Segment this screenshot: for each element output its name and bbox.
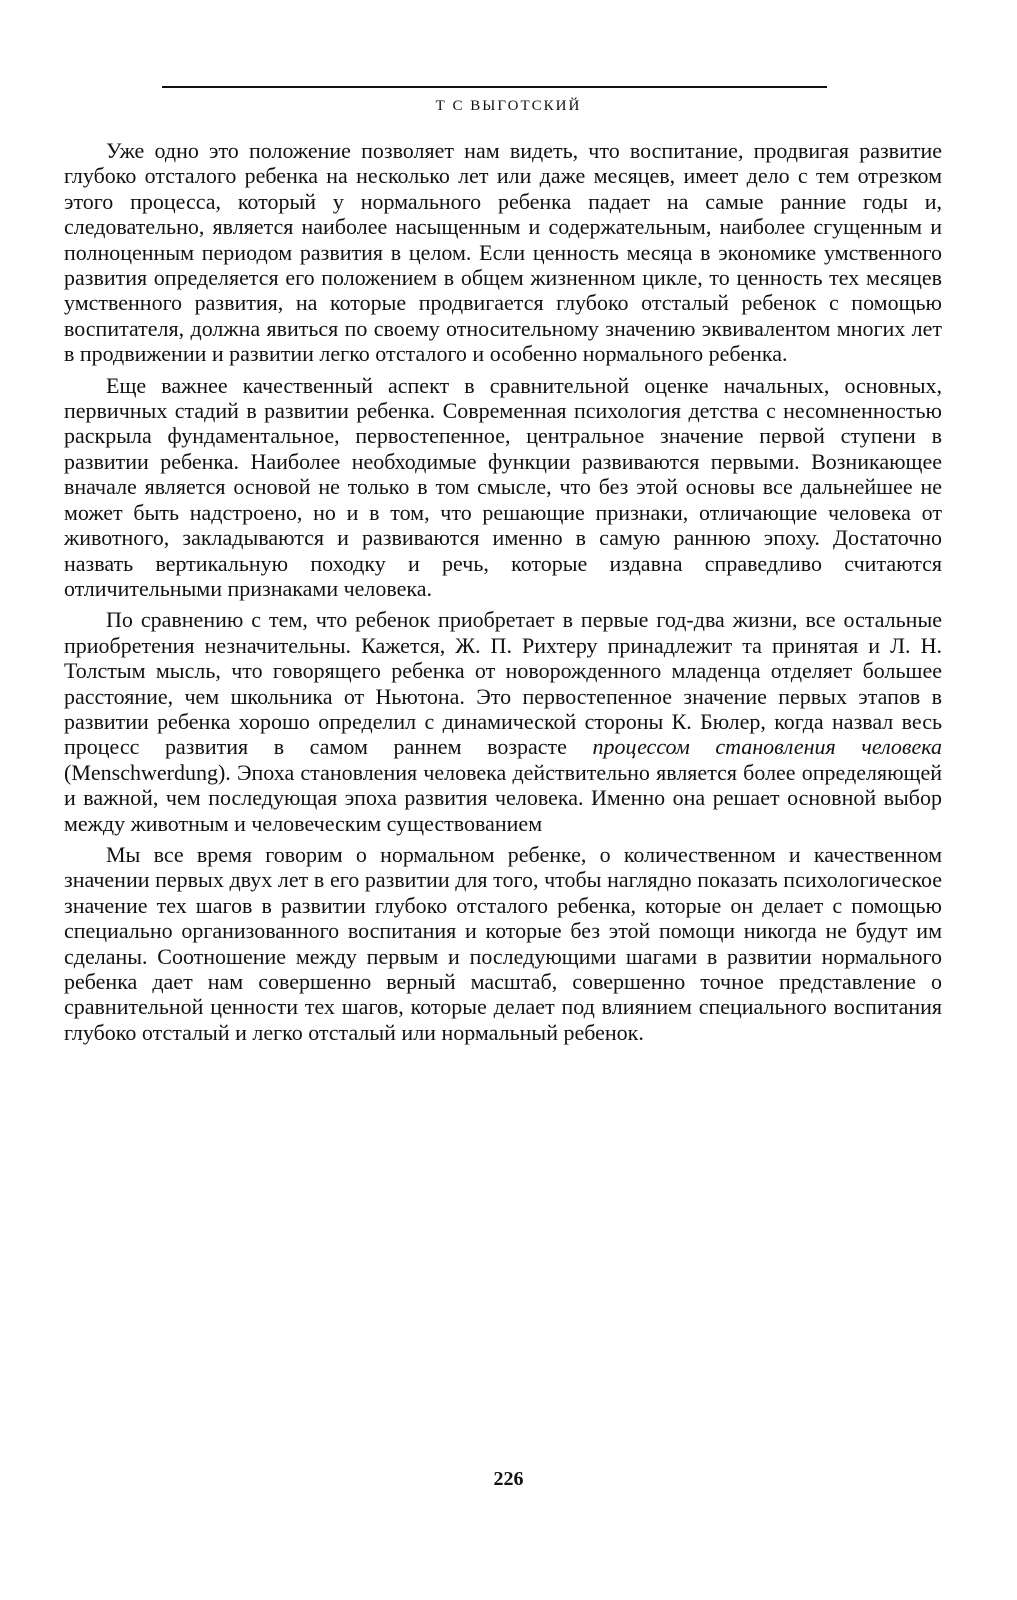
- header-rule: [162, 86, 827, 88]
- paragraph-1-text: Уже одно это положение позволяет нам видеть, что воспитание, продвигая развитие глубоко отсталого ребенка на несколько лет или даже месяцев, имеет дело с тем отрезком этого процесса, который у нормального ребенка падает на самые ранние годы и, следовательно, является наиболее насыщенным и содержательным, наиболее сгущенным и полноценным периодом развития в целом. Если ценность месяца в экономике умственного развития определяется его положением в общем жизненном цикле, то ценность тех месяцев умственного развития, на которые продвигается глубоко отсталый ребенок с помощью воспитателя, должна явиться по своему относительному значению эквивалентом многих лет в продвижении и развитии легко отсталого и особенно нормального ребенка.: [64, 138, 942, 367]
- paragraph-3-italic-term: процессом становления человека: [592, 734, 942, 760]
- paragraph-4: [64, 842, 942, 1045]
- running-head: Т С ВЫГОТСКИЙ: [435, 98, 582, 114]
- page-number: 226: [493, 1468, 524, 1490]
- paragraph-3-text-after: (Menschwerdung). Эпоха становления человека действительно является более определяющей и важной, чем последующая эпоха развития человека. Именно она решает основной выбор между животным и человеческим существованием: [64, 759, 942, 836]
- paragraph-3-text-before: По сравнению с тем, что ребенок приобретает в первые год-два жизни, все остальные приобретения незначительны. Кажется, Ж. П. Рихтеру принадлежит та принятая и Л. Н. Толстым мысль, что говорящего ребенка от новорожденного младенца отделяет большее расстояние, чем школьника от Ньютона. Это первостепенное значение первых этапов в развитии ребенка хорошо определил с динамической стороны К. Бюлер, когда назвал весь процесс развития в самом раннем возрасте: [64, 607, 942, 760]
- paragraph-2: [64, 373, 942, 602]
- paragraph-3: [64, 607, 942, 836]
- paragraph-2-text: Еще важнее качественный аспект в сравнительной оценке начальных, основных, первичных стадий в развитии ребенка. Современная психология детства с несомненностью раскрыла фундаментальное, первостепенное, центральное значение первой ступени в развитии ребенка. Наиболее необходимые функции развиваются первыми. Возникающее вначале является основой не только в том смысле, что без этой основы все дальнейшее не может быть надстроено, но и в том, что решающие признаки, отличающие человека от животного, закладываются и развиваются именно в самую раннюю эпоху. Достаточно назвать вертикальную походку и речь, которые издавна справедливо считаются отличительными признаками человека.: [64, 372, 942, 601]
- paragraph-1: [64, 138, 942, 367]
- body-text: [64, 138, 942, 1045]
- paragraph-4-text: Мы все время говорим о нормальном ребенке, о количественном и качественном значении первых двух лет в его развитии для того, чтобы наглядно показать психологическое значение тех шагов в развитии глубоко отсталого ребенка, которые он делает с помощью специально организованного воспитания и которые без этой помощи никогда не будут им сделаны. Соотношение между первым и последующими шагами в развитии нормального ребенка дает нам совершенно верный масштаб, совершенно точное представление о сравнительной ценности тех шагов, которые делает под влиянием специального воспитания глубоко отсталый и легко отсталый или нормальный ребенок.: [64, 841, 942, 1045]
